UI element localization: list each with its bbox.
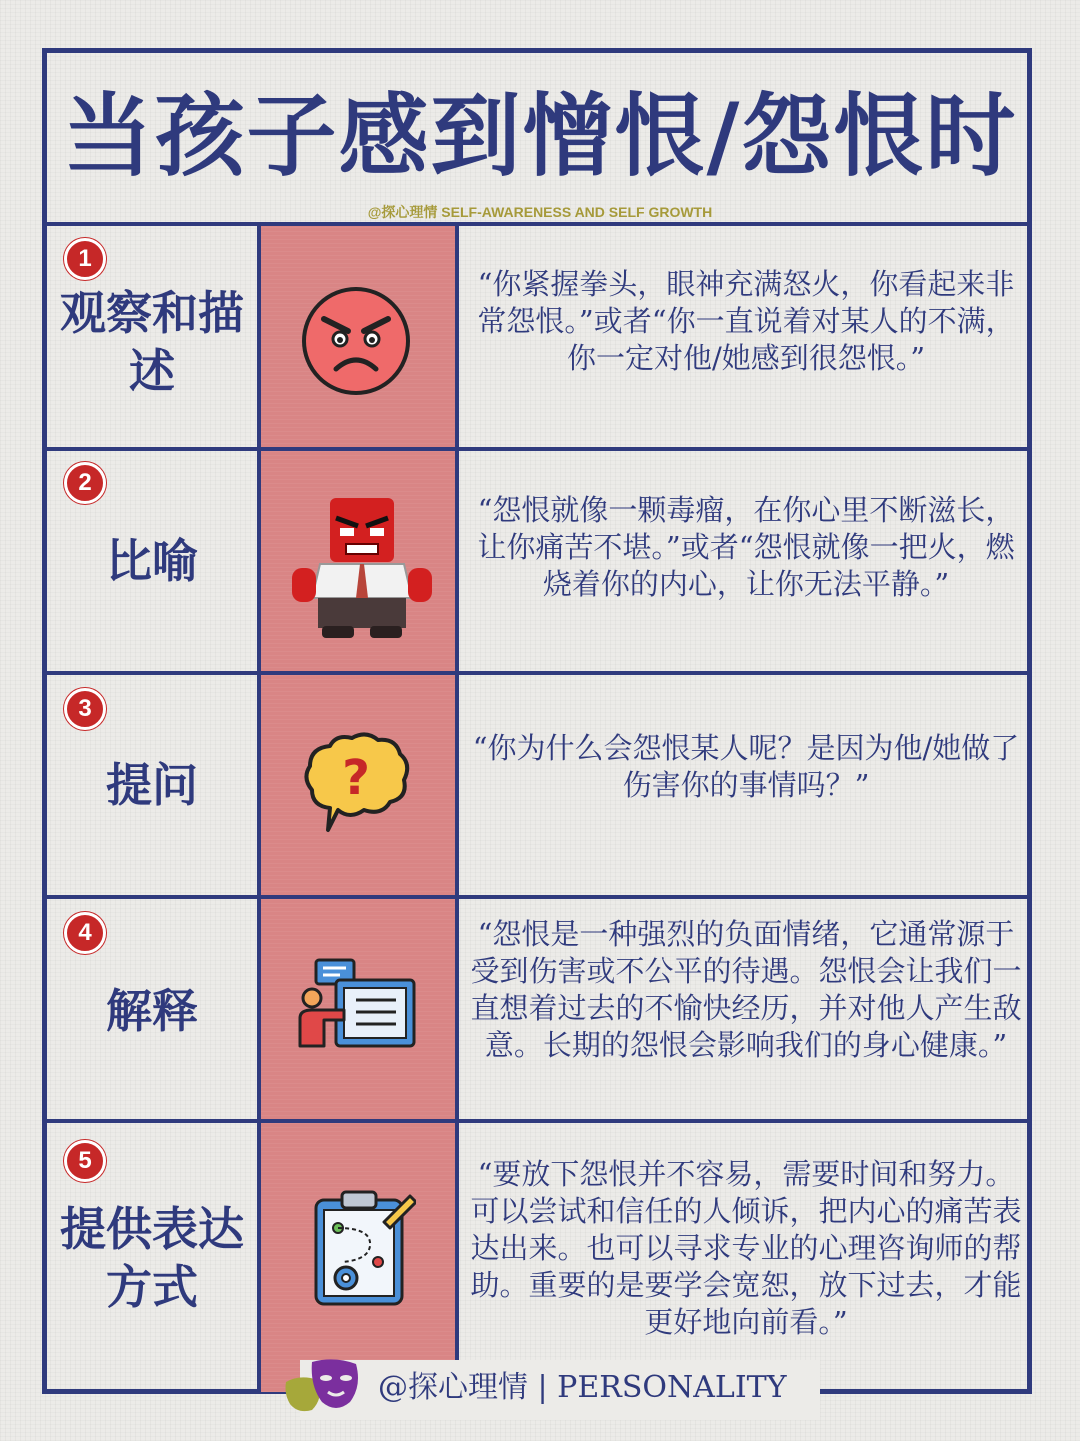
step-quote: “怨恨就像一颗毒瘤，在你心里不断滋长，让你痛苦不堪。”或者“怨恨就像一把火，燃烧着你的内心，让你无法平静。” — [477, 493, 1015, 601]
step-number-badge: 4 — [64, 912, 106, 954]
page-title: 当孩子感到憎恨/怨恨时 — [62, 84, 1018, 189]
step-number-badge: 3 — [64, 688, 106, 730]
presentation-icon — [296, 956, 418, 1058]
page-subtitle: @探心理情 SELF-AWARENESS AND SELF GROWTH — [367, 204, 713, 220]
step-label: 提供表达方式 — [60, 1202, 244, 1314]
step-number-badge: 5 — [64, 1140, 106, 1182]
step-quote: “怨恨是一种强烈的负面情绪，它通常源于受到伤害或不公平的待遇。怨恨会让我们一直想着过去的不愉快经历，并对他人产生敌意。长期的怨恨会影响我们的身心健康。” — [470, 917, 1022, 1062]
row-divider — [42, 447, 1032, 451]
clipboard-plan-icon — [312, 1188, 416, 1312]
step-label: 解释 — [106, 984, 198, 1038]
column-divider — [257, 224, 261, 1394]
row-divider — [42, 895, 1032, 899]
row-divider — [42, 1119, 1032, 1123]
row-divider — [42, 671, 1032, 675]
row-divider — [42, 222, 1032, 226]
anger-character-icon — [284, 494, 440, 644]
step-label: 提问 — [106, 758, 198, 812]
column-divider — [455, 224, 459, 1394]
angry-face-icon — [300, 285, 412, 401]
footer-brand: @探心理情 | PERSONALITY — [378, 1370, 787, 1405]
step-label: 比喻 — [106, 534, 198, 588]
step-number-badge: 2 — [64, 462, 106, 504]
svg-text:?: ? — [342, 750, 370, 806]
step-quote: “你紧握拳头，眼神充满怒火，你看起来非常怨恨。”或者“你一直说着对某人的不满，你一定对他/她感到很怨恨。” — [477, 267, 1015, 375]
step-label: 观察和描述 — [60, 286, 244, 398]
step-quote: “要放下怨恨并不容易，需要时间和努力。可以尝试和信任的人倾诉，把内心的痛苦表达出来。也可以寻求专业的心理咨询师的帮助。重要的是要学会宽恕，放下过去，才能更好地向前看。” — [470, 1157, 1022, 1339]
step-quote: “你为什么会怨恨某人呢？是因为他/她做了伤害你的事情吗？” — [472, 731, 1020, 802]
question-bubble-icon — [300, 730, 412, 840]
step-number-badge: 1 — [64, 238, 106, 280]
theater-masks-icon — [284, 1358, 366, 1420]
